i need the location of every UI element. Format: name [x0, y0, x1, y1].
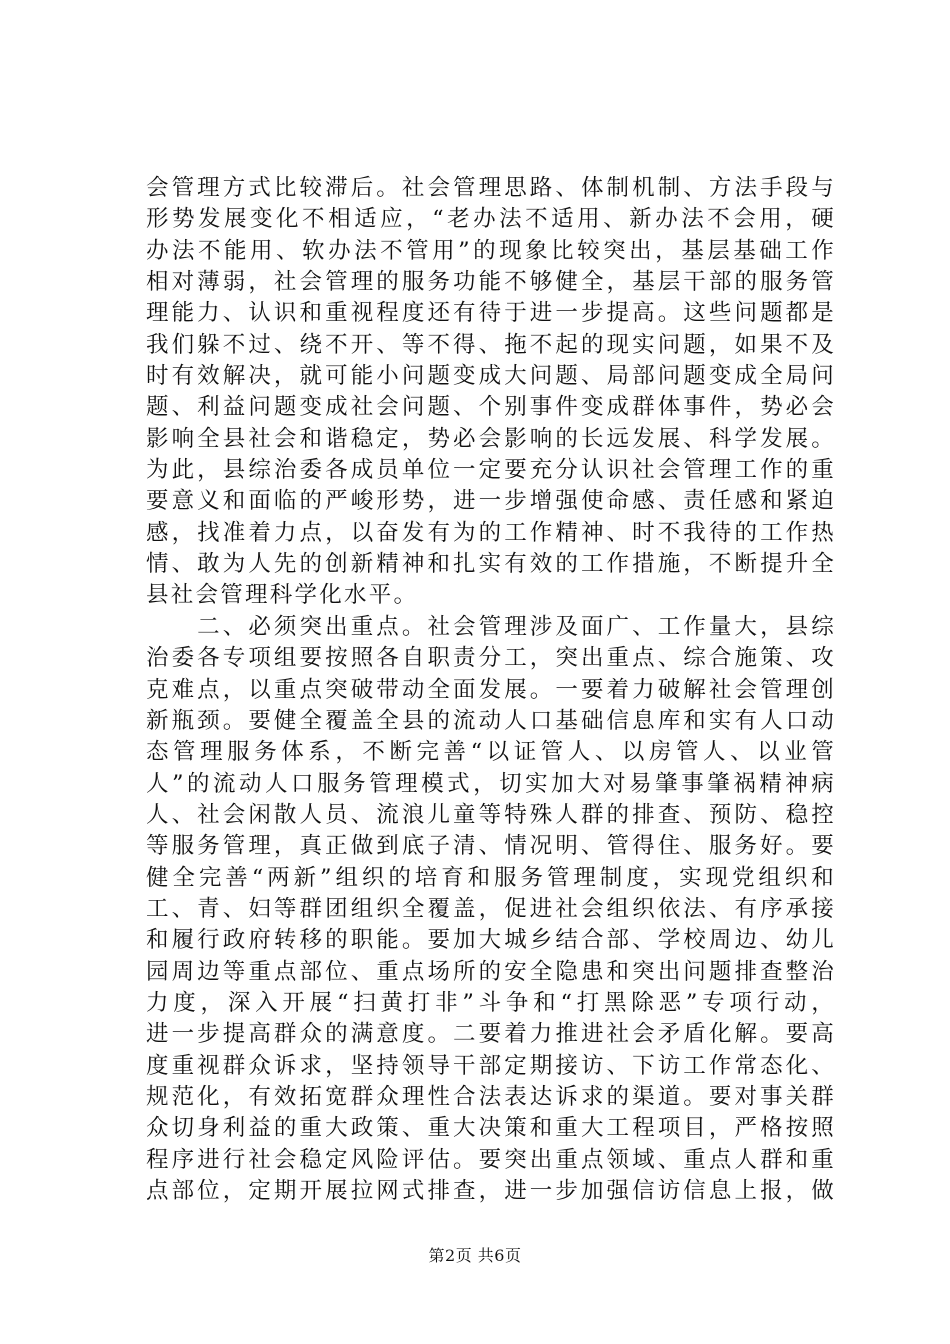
text-line: 工、青、妇等群团组织全覆盖，促进社会组织依法、有序承接 — [146, 895, 836, 922]
text-line: 新瓶颈。要健全覆盖全县的流动人口基础信息库和实有人口动 — [146, 707, 836, 734]
text-line: 人、社会闲散人员、流浪儿童等特殊人群的排查、预防、稳控 — [146, 801, 836, 828]
text-line: 我们躲不过、绕不开、等不得、拖不起的现实问题，如果不及 — [146, 331, 836, 358]
text-line: 点部位，定期开展拉网式排查，进一步加强信访信息上报，做 — [146, 1178, 836, 1204]
text-line: 相对薄弱，社会管理的服务功能不够健全，基层干部的服务管 — [146, 269, 836, 296]
text-line: 县社会管理科学化水平。 — [146, 582, 419, 609]
body-text — [146, 173, 836, 1207]
text-line: 健全完善“两新”组织的培育和服务管理制度，实现党组织和 — [146, 864, 836, 891]
text-line: 人”的流动人口服务管理模式，切实加大对易肇事肇祸精神病 — [146, 770, 836, 797]
text-line: 形势发展变化不相适应，“老办法不适用、新办法不会用，硬 — [146, 206, 836, 233]
text-line: 时有效解决，就可能小问题变成大问题、局部问题变成全局问 — [146, 363, 836, 390]
text-line: 克难点，以重点突破带动全面发展。一要着力破解社会管理创 — [146, 676, 836, 703]
text-line: 程序进行社会稳定风险评估。要突出重点领域、重点人群和重 — [146, 1146, 836, 1173]
text-line: 度重视群众诉求，坚持领导干部定期接访、下访工作常态化、 — [146, 1052, 836, 1079]
text-line: 题、利益问题变成社会问题、个别事件变成群体事件，势必会 — [146, 394, 836, 421]
text-line: 治委各专项组要按照各自职责分工，突出重点、综合施策、攻 — [146, 645, 836, 672]
text-line: 会管理方式比较滞后。社会管理思路、体制机制、方法手段与 — [146, 175, 836, 201]
text-line: 感，找准着力点，以奋发有为的工作精神、时不我待的工作热 — [146, 519, 836, 546]
text-line: 和履行政府转移的职能。要加大城乡结合部、学校周边、幼儿 — [146, 927, 836, 954]
text-line: 众切身利益的重大政策、重大决策和重大工程项目，严格按照 — [146, 1115, 836, 1142]
text-line: 态管理服务体系，不断完善“以证管人、以房管人、以业管 — [146, 739, 836, 766]
text-line: 园周边等重点部位、重点场所的安全隐患和突出问题排查整治 — [146, 958, 836, 985]
text-line: 二、必须突出重点。社会管理涉及面广、工作量大，县综 — [146, 613, 836, 640]
text-line: 情、敢为人先的创新精神和扎实有效的工作措施，不断提升全 — [146, 551, 836, 578]
text-line: 办法不能用、软办法不管用”的现象比较突出，基层基础工作 — [146, 237, 836, 264]
page-footer: 第2页 共6页 — [428, 1246, 522, 1265]
text-line: 影响全县社会和谐稳定，势必会影响的长远发展、科学发展。 — [146, 425, 836, 452]
text-line: 为此，县综治委各成员单位一定要充分认识社会管理工作的重 — [146, 457, 836, 484]
text-line: 规范化，有效拓宽群众理性合法表达诉求的渠道。要对事关群 — [146, 1083, 836, 1110]
text-line: 要意义和面临的严峻形势，进一步增强使命感、责任感和紧迫 — [146, 488, 836, 515]
text-line: 等服务管理，真正做到底子清、情况明、管得住、服务好。要 — [146, 833, 836, 860]
text-line: 理能力、认识和重视程度还有待于进一步提高。这些问题都是 — [146, 300, 836, 327]
text-line: 进一步提高群众的满意度。二要着力推进社会矛盾化解。要高 — [146, 1021, 836, 1048]
text-line: 力度，深入开展“扫黄打非”斗争和“打黑除恶”专项行动， — [146, 989, 836, 1016]
